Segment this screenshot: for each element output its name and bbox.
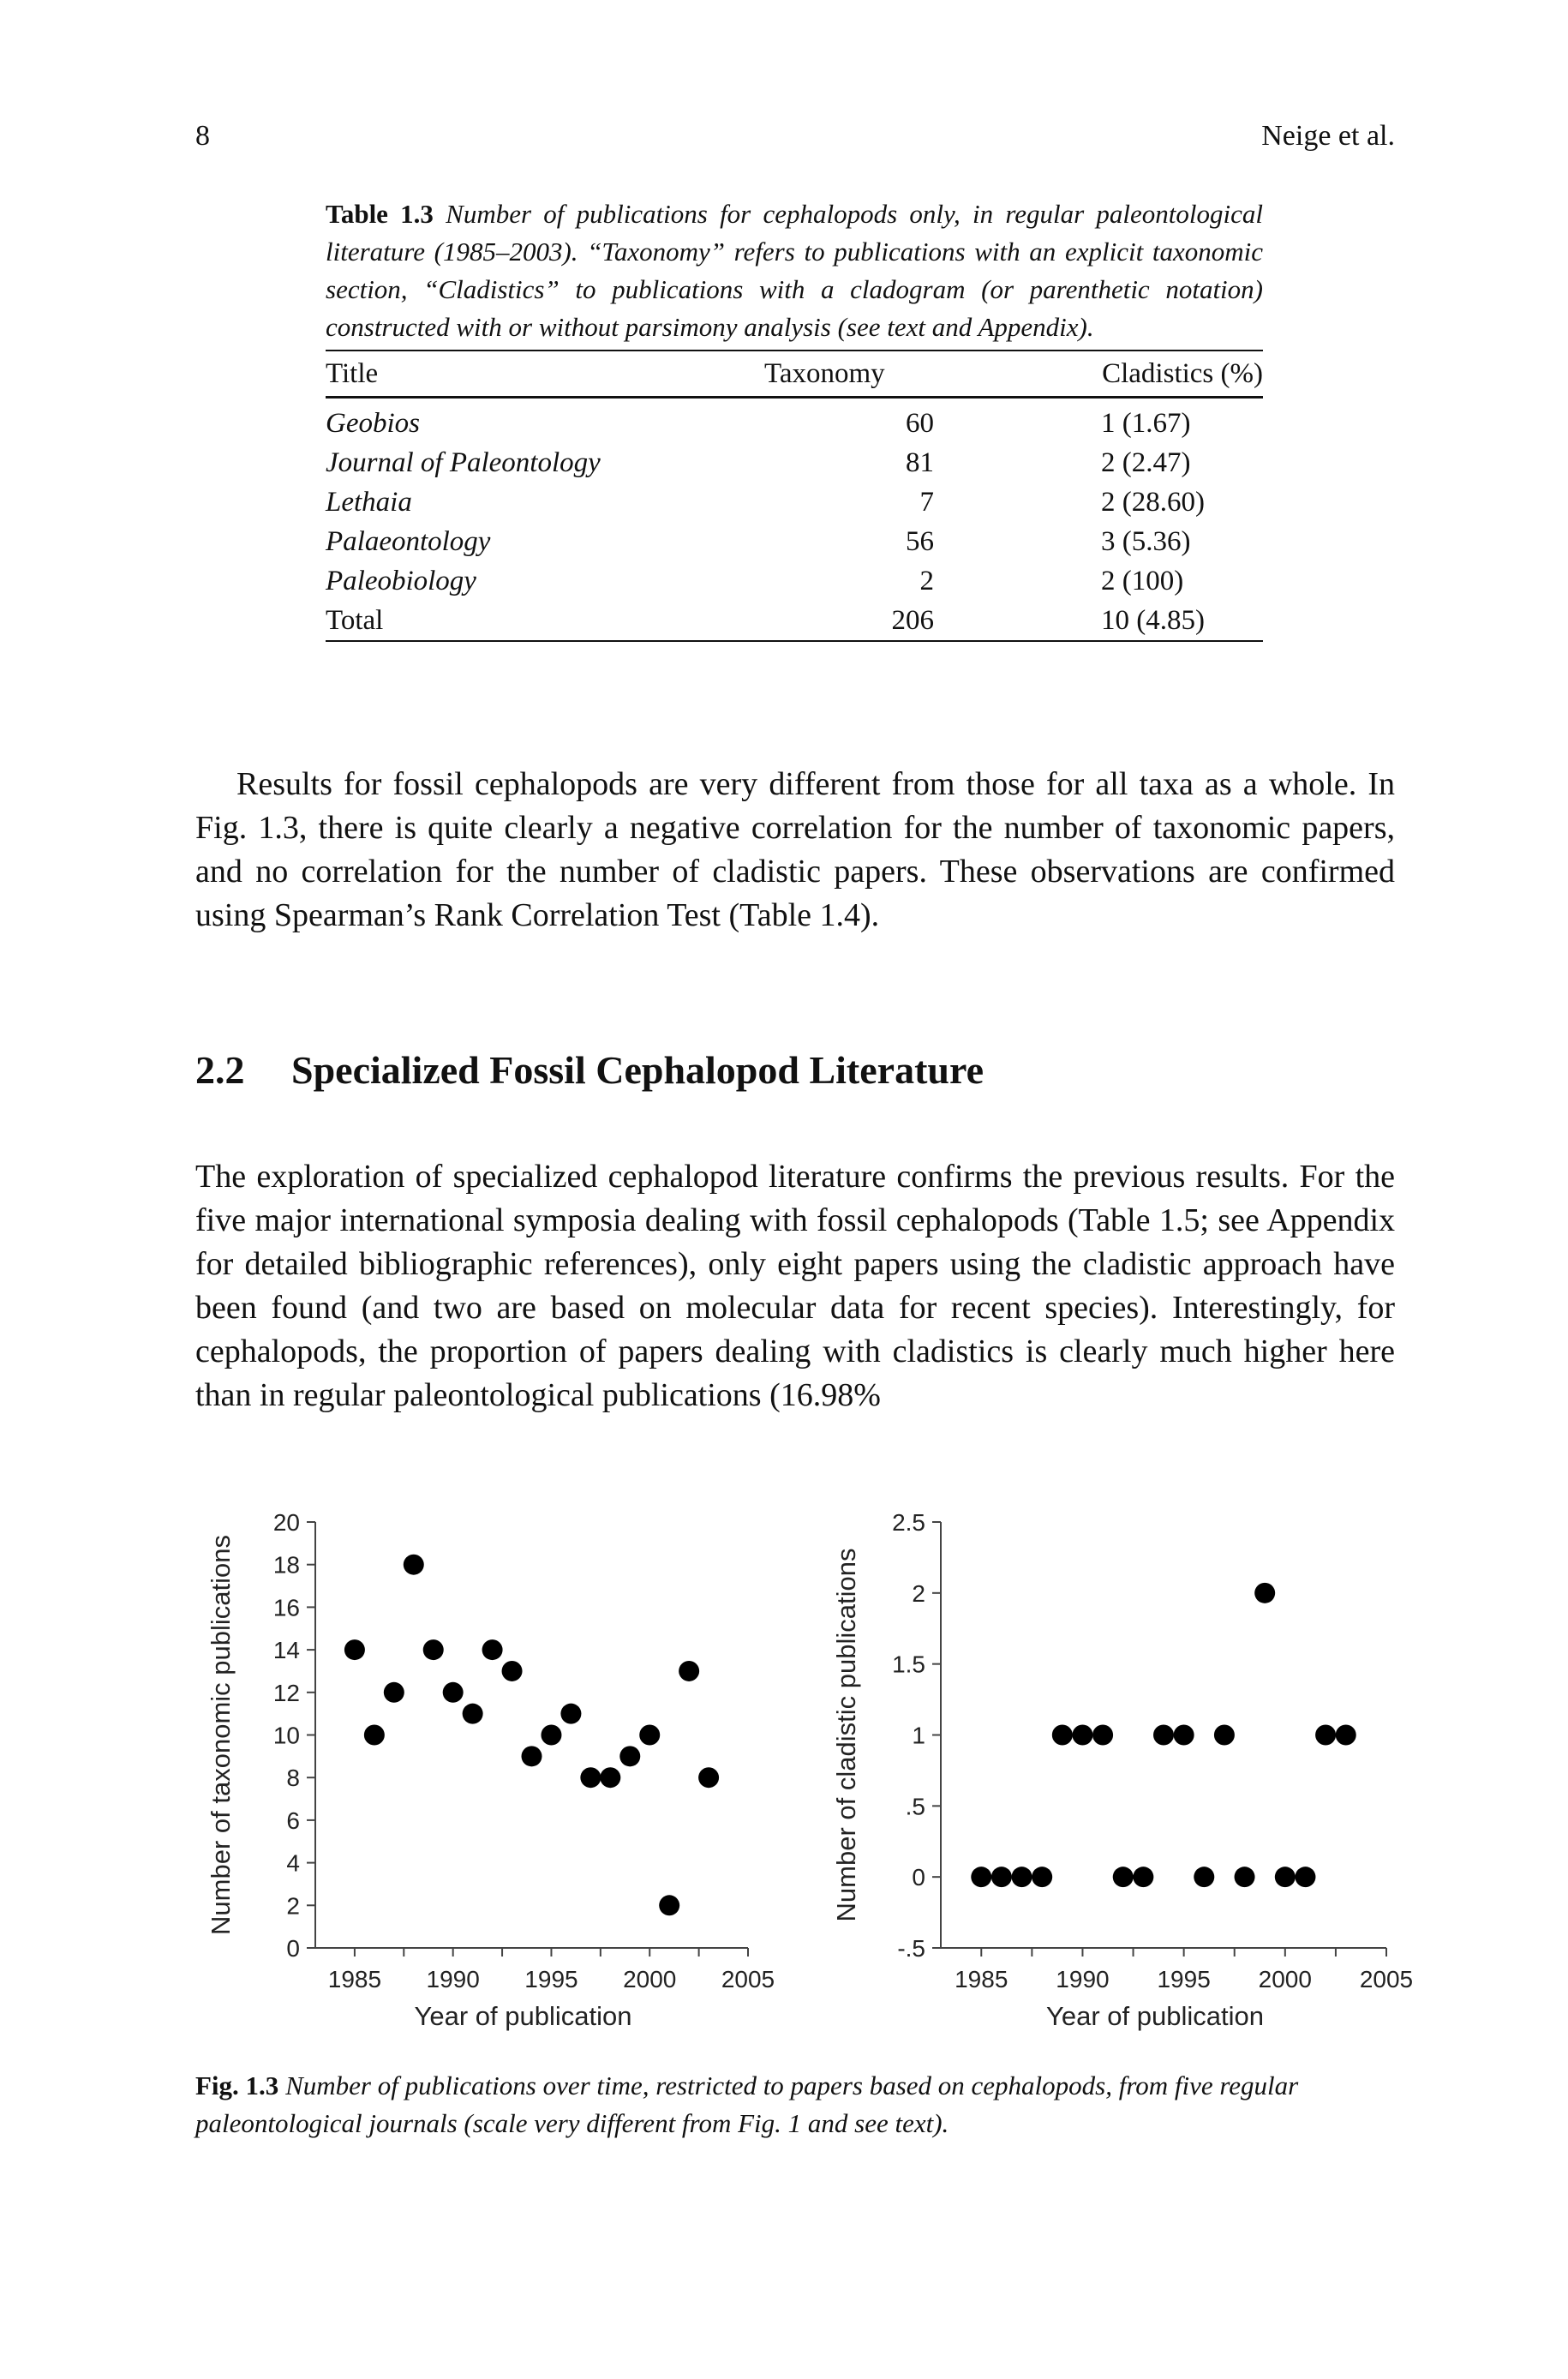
section-heading	[195, 1047, 984, 1093]
y-tick-label: 8	[286, 1765, 300, 1792]
data-point	[1012, 1867, 1032, 1887]
row-title: Palaeontology	[326, 525, 491, 557]
table-row	[326, 522, 1263, 561]
data-point	[463, 1704, 483, 1724]
running-head-authors: Neige et al.	[1261, 120, 1395, 152]
data-point	[991, 1867, 1012, 1887]
data-point	[1214, 1725, 1235, 1746]
figure-1-3	[195, 1508, 1414, 2040]
table-row	[326, 561, 1263, 601]
data-point	[971, 1867, 991, 1887]
y-tick-label: 20	[272, 1509, 300, 1536]
y-tick-label: 2	[286, 1892, 300, 1920]
y-tick-label: 0	[286, 1935, 300, 1962]
data-point	[502, 1661, 523, 1681]
data-point	[443, 1682, 464, 1703]
cladistic-scatter-chart	[795, 1508, 1414, 2040]
data-point	[639, 1725, 660, 1746]
y-tick-label: 1.5	[892, 1651, 925, 1678]
y-axis-label: Number of taxonomic publications	[206, 1535, 236, 1935]
row-taxonomy: 7	[919, 486, 934, 518]
publication-table	[326, 351, 1263, 396]
row-cladistics: 2 (100)	[1101, 565, 1184, 596]
data-point	[404, 1555, 424, 1575]
y-tick-label: 2	[912, 1579, 925, 1607]
data-point	[698, 1767, 719, 1788]
x-axis-label: Year of publication	[1046, 2001, 1264, 2031]
data-point	[541, 1725, 561, 1746]
table-bottom-rule	[326, 640, 1263, 642]
section-title: Specialized Fossil Cephalopod Literature	[291, 1048, 984, 1092]
data-point	[580, 1767, 601, 1788]
data-point	[1254, 1583, 1275, 1603]
y-axis-label: Number of cladistic publications	[831, 1548, 861, 1922]
x-tick-label: 1985	[327, 1966, 382, 1992]
x-tick-label: 1990	[426, 1966, 480, 1992]
data-point	[423, 1639, 444, 1660]
row-title: Geobios	[326, 407, 420, 439]
data-point	[1315, 1725, 1336, 1746]
data-point	[384, 1682, 404, 1703]
data-point	[1092, 1725, 1113, 1746]
y-tick-label: 0	[912, 1864, 925, 1891]
y-tick-label: 12	[272, 1679, 300, 1706]
data-point	[659, 1895, 679, 1915]
body-paragraph-1: Results for fossil cephalopods are very different from those for all taxa as a whole. In Fig. 1.3, there is quite clearly a negative correlation for the number of taxonomic papers, and no correlation for the number of cladistic papers. These observations are confirmed using Spearman’s Rank Correlation Test (Table 1.4).	[195, 766, 1395, 933]
data-point	[619, 1746, 640, 1766]
section-number: 2.2	[195, 1048, 245, 1092]
y-tick-label: 10	[272, 1722, 300, 1749]
x-tick-label: 2000	[623, 1966, 677, 1992]
x-tick-label: 1995	[524, 1966, 578, 1992]
total-taxonomy: 206	[891, 604, 934, 636]
row-cladistics: 3 (5.36)	[1101, 525, 1191, 557]
row-taxonomy: 56	[906, 525, 934, 557]
data-point	[1235, 1867, 1255, 1887]
y-tick-label: 16	[272, 1594, 300, 1621]
total-title: Total	[326, 604, 384, 636]
x-tick-label: 1995	[1157, 1966, 1211, 1992]
header-title: Title	[326, 357, 379, 389]
x-tick-label: 2005	[1359, 1966, 1414, 1992]
data-point	[1194, 1867, 1214, 1887]
header-cladistics: Cladistics (%)	[1102, 357, 1263, 389]
data-point	[1133, 1867, 1153, 1887]
body-paragraph-2: The exploration of specialized cephalopod literature confirms the previous results. For the five major international symposia dealing with fossil cephalopods (Table 1.5; see Appendix for detailed bibliographic references), only eight papers using the cladistic approach have been found (and two are based on molecular data for recent species). Interestingly, for cephalopods, the proportion of papers dealing with cladistics is clearly much higher here than in regular paleontological publications (16.98%	[195, 1159, 1395, 1413]
row-taxonomy: 60	[906, 407, 934, 439]
total-cladistics: 10 (4.85)	[1101, 604, 1205, 636]
y-tick-label: .5	[905, 1793, 925, 1820]
table-total-row	[326, 601, 1263, 640]
y-tick-label: -.5	[897, 1935, 925, 1962]
publication-table-body	[326, 404, 1263, 640]
row-cladistics: 1 (1.67)	[1101, 407, 1191, 439]
data-point	[1153, 1725, 1174, 1746]
y-tick-label: 18	[272, 1551, 300, 1579]
y-tick-label: 4	[286, 1849, 300, 1877]
data-point	[560, 1704, 581, 1724]
table-row	[326, 443, 1263, 482]
data-point	[1032, 1867, 1052, 1887]
y-tick-label: 1	[912, 1722, 925, 1749]
data-point	[600, 1767, 620, 1788]
row-title: Paleobiology	[326, 565, 476, 596]
data-point	[482, 1639, 503, 1660]
table-1-3	[326, 195, 1263, 642]
x-tick-label: 2005	[721, 1966, 775, 1992]
row-cladistics: 2 (28.60)	[1101, 486, 1205, 518]
data-point	[364, 1725, 385, 1746]
taxonomic-scatter-chart	[195, 1508, 775, 2040]
row-taxonomy: 81	[906, 446, 934, 478]
table-caption-text: Number of publications for cephalopods only, in regular paleontological literature (1985–2003). “Taxonomy” refers to publications with an explicit taxonomic section, “Cladistics” to publications with a cladogram (or parenthetic notation) constructed with or without parsimony analysis (see text and Appendix).	[326, 199, 1263, 342]
data-point	[679, 1661, 699, 1681]
x-tick-label: 1985	[955, 1966, 1008, 1992]
figure-label: Fig. 1.3	[195, 2070, 279, 2100]
x-tick-label: 1990	[1056, 1966, 1110, 1992]
data-point	[1336, 1725, 1356, 1746]
row-title: Journal of Paleontology	[326, 446, 601, 478]
data-point	[1113, 1867, 1134, 1887]
header-taxonomy: Taxonomy	[764, 357, 885, 389]
table-header-row	[326, 351, 1263, 396]
table-row	[326, 482, 1263, 522]
y-tick-label: 14	[272, 1637, 300, 1664]
figure-caption-text: Number of publications over time, restricted to papers based on cephalopods, from five regular paleontological journals (scale very different from Fig. 1 and see text).	[195, 2070, 1299, 2138]
running-head	[195, 120, 1395, 158]
figure-caption	[195, 2067, 1395, 2142]
data-point	[1072, 1725, 1092, 1746]
row-cladistics: 2 (2.47)	[1101, 446, 1191, 478]
data-point	[1052, 1725, 1073, 1746]
row-title: Lethaia	[326, 486, 412, 518]
data-point	[522, 1746, 542, 1766]
x-axis-label: Year of publication	[414, 2001, 632, 2031]
table-row	[326, 404, 1263, 443]
table-caption	[326, 195, 1263, 346]
row-taxonomy: 2	[919, 565, 934, 596]
data-point	[1174, 1725, 1194, 1746]
y-tick-label: 2.5	[892, 1509, 925, 1536]
data-point	[1275, 1867, 1296, 1887]
x-tick-label: 2000	[1258, 1966, 1312, 1992]
data-point	[1295, 1867, 1315, 1887]
table-label: Table 1.3	[326, 199, 434, 229]
y-tick-label: 6	[286, 1807, 300, 1834]
table-header-rule	[326, 396, 1263, 398]
page-number: 8	[195, 120, 210, 152]
data-point	[344, 1639, 365, 1660]
